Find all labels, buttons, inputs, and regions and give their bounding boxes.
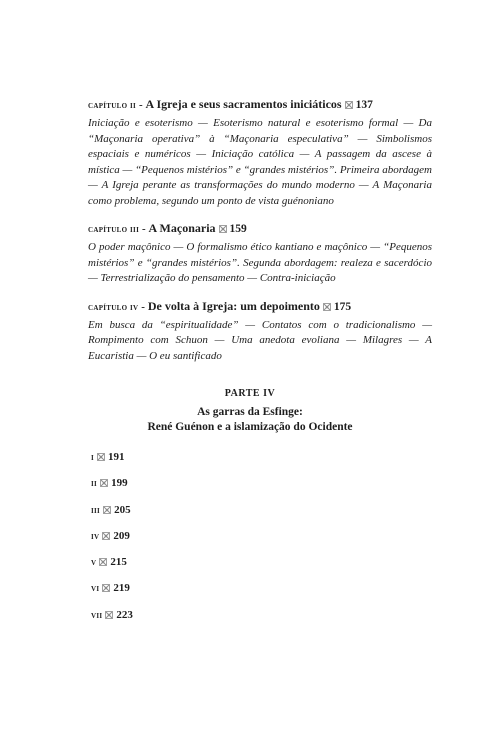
ornament-icon (99, 558, 107, 566)
list-item (91, 530, 133, 556)
ornament-icon (102, 584, 110, 592)
section-number: iii (91, 505, 101, 516)
list-item (91, 609, 133, 635)
list-item (91, 504, 133, 530)
chapter-entry (88, 298, 432, 365)
section-number: vi (91, 584, 100, 595)
chapter-heading (88, 96, 432, 114)
section-number: ii (91, 479, 98, 490)
section-number: v (91, 558, 97, 569)
chapter-description: O poder maçônico — O formalismo ético kantiano e maçônico — “Pequenos mistérios” e “grandes mistérios”. Segunda abordagem: realeza e sacerdócio — Terrestrialização do pensamento — Contra-iniciação (88, 241, 432, 284)
list-item (91, 451, 133, 477)
chapter-separator: - (141, 300, 145, 313)
ornament-icon (345, 101, 353, 109)
list-item (91, 582, 133, 608)
chapter-entry (88, 96, 432, 209)
section-number: vii (91, 610, 103, 621)
list-item (91, 556, 133, 582)
section-page-number: 205 (114, 503, 131, 516)
part-heading (0, 387, 500, 435)
ornament-icon (105, 611, 113, 619)
section-page-number: 209 (113, 529, 130, 542)
section-list (91, 451, 133, 635)
chapter-heading (88, 220, 432, 238)
chapter-label: capítulo iii (88, 225, 140, 235)
chapter-title: De volta à Igreja: um depoimento (147, 298, 320, 313)
chapter-label: capítulo iv (88, 302, 139, 313)
chapter-label: capítulo ii (88, 101, 137, 111)
chapter-separator: - (138, 99, 143, 111)
ornament-icon (97, 453, 105, 461)
chapter-page-number: 175 (333, 300, 352, 313)
section-page-number: 191 (108, 451, 125, 463)
section-page-number: 219 (113, 582, 130, 595)
part-title: As garras da Esfinge: (197, 406, 303, 418)
chapter-page-number: 137 (355, 99, 373, 111)
section-number: iv (91, 531, 100, 542)
section-number: i (91, 453, 95, 463)
part-subtitle: René Guénon e a islamização do Ocidente (147, 421, 353, 433)
toc-chapters (88, 96, 432, 375)
chapter-entry (88, 220, 432, 287)
ornament-icon (103, 506, 111, 514)
chapter-title: A Maçonaria (148, 221, 216, 235)
ornament-icon (102, 532, 110, 540)
ornament-icon (323, 303, 331, 311)
section-page-number: 199 (111, 477, 128, 490)
chapter-separator: - (141, 223, 146, 235)
ornament-icon (100, 479, 108, 487)
ornament-icon (219, 225, 227, 233)
section-page-number: 215 (110, 556, 127, 569)
chapter-description: Em busca da “espiritualidade” — Contatos com o tradicionalismo — Rompimento com Schuon — Uma anedota evoliana — Milagres — A Eucaristia — O eu santificado (88, 318, 432, 362)
part-label: PARTE IV (224, 388, 276, 399)
section-page-number: 223 (116, 608, 133, 621)
chapter-page-number: 159 (229, 223, 247, 235)
chapter-heading (88, 298, 432, 316)
chapter-title: A Igreja e seus sacramentos iniciáticos (145, 97, 342, 111)
list-item (91, 477, 133, 503)
chapter-description: Iniciação e esoterismo — Esoterismo natural e esoterismo formal — Da “Maçonaria operativa” à “Maçonaria especulativa” — Simbolismos espaciais e numéricos — Iniciação católica — A passagem da ascese à mística — “Pequenos mistérios” e “grandes mistérios”. Primeira abordagem — A Igreja perante as transformações do mundo moderno — A Maçonaria como problema, segundo um ponto de vista guénoniano (88, 117, 432, 207)
